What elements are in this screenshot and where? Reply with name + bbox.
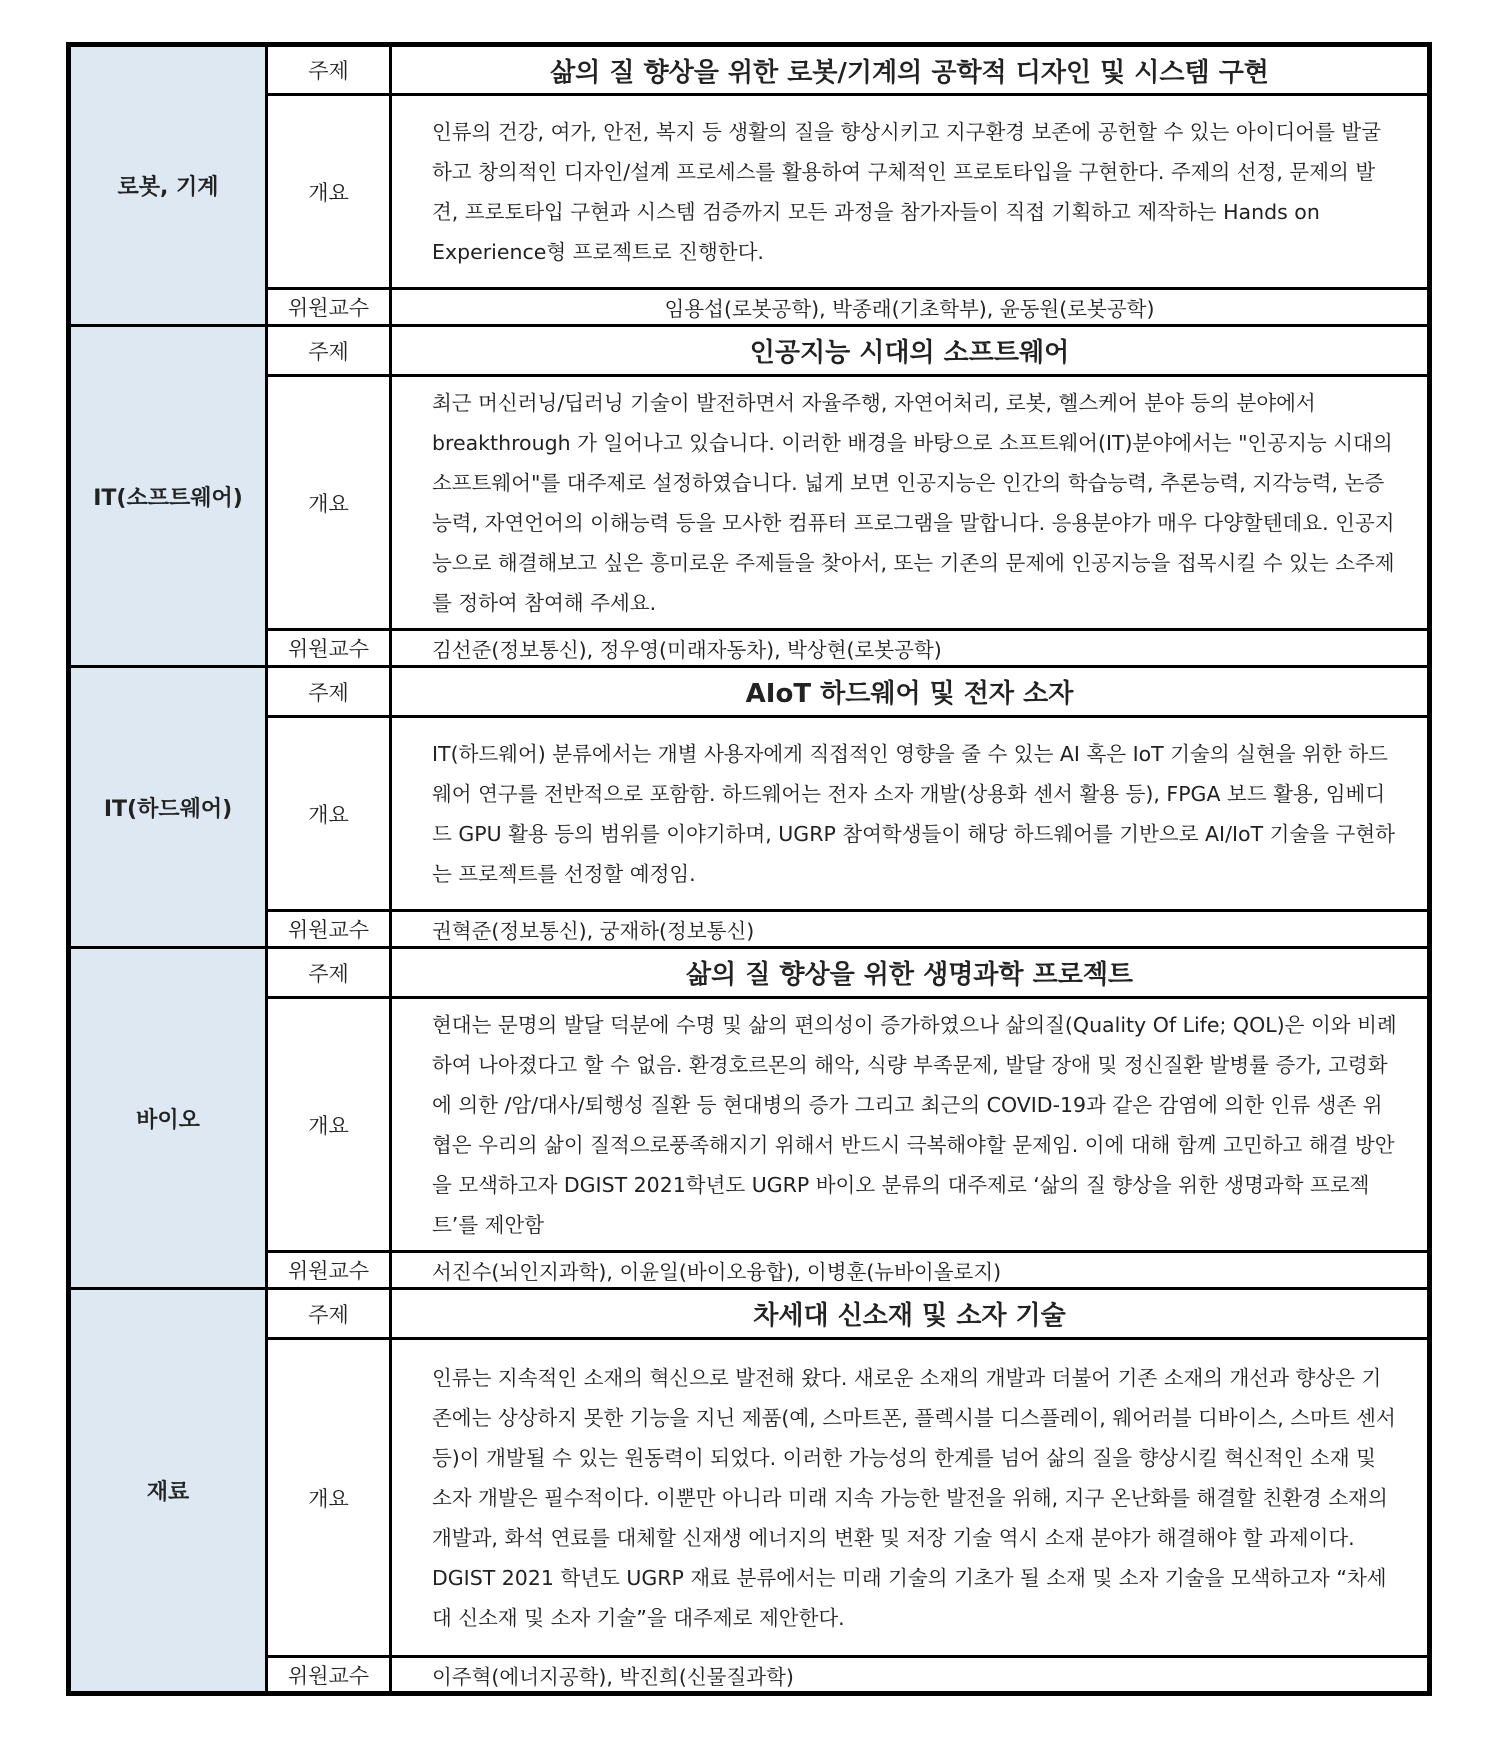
- section-hardware-topic-row: [69, 667, 1430, 717]
- topic-label: 주제: [267, 45, 391, 95]
- topic-title: 삶의 질 향상을 위한 생명과학 프로젝트: [391, 948, 1430, 998]
- topic-label: 주제: [267, 667, 391, 717]
- section-software-overview-row: [69, 376, 1430, 630]
- topic-label: 주제: [267, 1289, 391, 1339]
- overview-label: 개요: [267, 1339, 391, 1657]
- overview-text: 인류는 지속적인 소재의 혁신으로 발전해 왔다. 새로운 소재의 개발과 더불어 기존 소재의 개선과 향상은 기존에는 상상하지 못한 기능을 지닌 제품(예, 스마트폰, 플렉시블 디스플레이, 웨어러블 디바이스, 스마트 센서 등)이 개발될 수 있는 원동력이 되었다. 이러한 가능성의 한계를 넘어 삶의 질을 향상시킬 혁신적인 소재 및 소자 개발은 필수적이다. 이뿐만 아니라 미래 지속 가능한 발전을 위해, 지구 온난화를 해결할 친환경 소재의 개발과, 화석 연료를 대체할 신재생 에너지의 변환 및 저장 기술 역시 소재 분야가 해결해야 할 과제이다. DGIST 2021 학년도 UGRP 재료 분류에서는 미래 기술의 기초가 될 소재 및 소자 기술을 모색하고자 “차세대 신소재 및 소자 기술”을 대주제로 제안한다.: [391, 1339, 1430, 1657]
- section-hardware-overview-row: [69, 717, 1430, 911]
- overview-text: 인류의 건강, 여가, 안전, 복지 등 생활의 질을 향상시키고 지구환경 보존에 공헌할 수 있는 아이디어를 발굴하고 창의적인 디자인/설계 프로세스를 활용하여 구체적인 프로토타입을 구현한다. 주제의 선정, 문제의 발견, 프로토타입 구현과 시스템 검증까지 모든 과정을 참가자들이 직접 기획하고 제작하는 Hands on Experience형 프로젝트로 진행한다.: [391, 95, 1430, 289]
- overview-label: 개요: [267, 376, 391, 630]
- topic-title: 삶의 질 향상을 위한 로봇/기계의 공학적 디자인 및 시스템 구현: [391, 45, 1430, 95]
- professors-label: 위원교수: [267, 289, 391, 326]
- section-bio-professors-row: [69, 1252, 1430, 1289]
- overview-text: 현대는 문명의 발달 덕분에 수명 및 삶의 편의성이 증가하였으나 삶의질(Quality Of Life; QOL)은 이와 비례하여 나아졌다고 할 수 없음. 환경호르몬의 해악, 식량 부족문제, 발달 장애 및 정신질환 발병률 증가, 고령화에 의한 /암/대사/퇴행성 질환 등 현대병의 증가 그리고 최근의 COVID-19과 같은 감염에 의한 인류 생존 위협은 우리의 삶이 질적으로풍족해지기 위해서 반드시 극복해야할 문제임. 이에 대해 함께 고민하고 해결 방안을 모색하고자 DGIST 2021학년도 UGRP 바이오 분류의 대주제로 ‘삶의 질 향상을 위한 생명과학 프로젝트’를 제안함: [391, 998, 1430, 1252]
- professors-names: 김선준(정보통신), 정우영(미래자동차), 박상현(로봇공학): [391, 630, 1430, 667]
- section-materials-topic-row: [69, 1289, 1430, 1339]
- topic-label: 주제: [267, 326, 391, 376]
- professors-label: 위원교수: [267, 1252, 391, 1289]
- overview-text: IT(하드웨어) 분류에서는 개별 사용자에게 직접적인 영향을 줄 수 있는 AI 혹은 IoT 기술의 실현을 위한 하드웨어 연구를 전반적으로 포함함. 하드웨어는 전자 소자 개발(상용화 센서 활용 등), FPGA 보드 활용, 임베디드 GPU 활용 등의 범위를 이야기하며, UGRP 참여학생들이 해당 하드웨어를 기반으로 AI/IoT 기술을 구현하는 프로젝트를 선정할 예정임.: [391, 717, 1430, 911]
- section-bio-overview-row: [69, 998, 1430, 1252]
- overview-label: 개요: [267, 717, 391, 911]
- section-robotics-professors-row: [69, 289, 1430, 326]
- category-cell: 로봇, 기계: [69, 45, 267, 326]
- section-robotics-topic-row: [69, 45, 1430, 95]
- professors-names: 서진수(뇌인지과학), 이윤일(바이오융합), 이병훈(뉴바이올로지): [391, 1252, 1430, 1289]
- topic-title: 차세대 신소재 및 소자 기술: [391, 1289, 1430, 1339]
- program-table: [66, 42, 1432, 1696]
- overview-label: 개요: [267, 998, 391, 1252]
- topic-title: 인공지능 시대의 소프트웨어: [391, 326, 1430, 376]
- overview-label: 개요: [267, 95, 391, 289]
- section-materials-overview-row: [69, 1339, 1430, 1657]
- section-hardware-professors-row: [69, 911, 1430, 948]
- topic-label: 주제: [267, 948, 391, 998]
- professors-label: 위원교수: [267, 911, 391, 948]
- professors-label: 위원교수: [267, 630, 391, 667]
- category-cell: 바이오: [69, 948, 267, 1289]
- section-bio-topic-row: [69, 948, 1430, 998]
- section-software-professors-row: [69, 630, 1430, 667]
- section-robotics-overview-row: [69, 95, 1430, 289]
- professors-names: 이주혁(에너지공학), 박진희(신물질과학): [391, 1657, 1430, 1694]
- section-materials-professors-row: [69, 1657, 1430, 1694]
- category-cell: IT(소프트웨어): [69, 326, 267, 667]
- professors-label: 위원교수: [267, 1657, 391, 1694]
- professors-names: 임용섭(로봇공학), 박종래(기초학부), 윤동원(로봇공학): [391, 289, 1430, 326]
- topic-title: AIoT 하드웨어 및 전자 소자: [391, 667, 1430, 717]
- category-cell: 재료: [69, 1289, 267, 1694]
- overview-text: 최근 머신러닝/딥러닝 기술이 발전하면서 자율주행, 자연어처리, 로봇, 헬스케어 분야 등의 분야에서 breakthrough 가 일어나고 있습니다. 이러한 배경을 바탕으로 소프트웨어(IT)분야에서는 "인공지능 시대의 소프트웨어"를 대주제로 설정하였습니다. 넓게 보면 인공지능은 인간의 학습능력, 추론능력, 지각능력, 논증능력, 자연언어의 이해능력 등을 모사한 컴퓨터 프로그램을 말합니다. 응용분야가 매우 다양할텐데요. 인공지능으로 해결해보고 싶은 흥미로운 주제들을 찾아서, 또는 기존의 문제에 인공지능을 접목시킬 수 있는 소주제를 정하여 참여해 주세요.: [391, 376, 1430, 630]
- category-cell: IT(하드웨어): [69, 667, 267, 948]
- professors-names: 권혁준(정보통신), 궁재하(정보통신): [391, 911, 1430, 948]
- section-software-topic-row: [69, 326, 1430, 376]
